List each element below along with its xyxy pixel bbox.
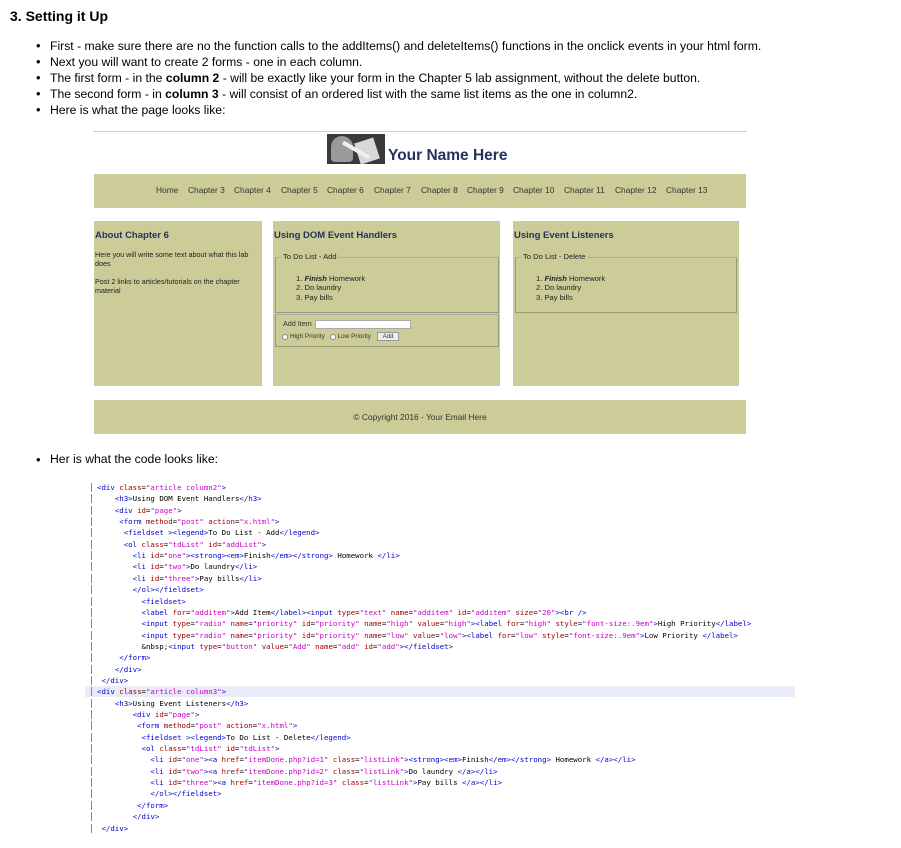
list-item: • The second form - in column 3 - will consist of an ordered list with the same list items as the one in column2. [36, 86, 886, 102]
code-line: </div> [114, 664, 142, 674]
code-line: <fieldset ><legend>To Do List - Add</legend> [123, 528, 320, 538]
code-gutter-mark [91, 824, 92, 833]
site-title: Your Name Here [388, 147, 508, 164]
code-gutter-mark [91, 801, 92, 810]
nav-item-chapter7[interactable]: Chapter 7 [374, 185, 411, 195]
code-gutter-mark [91, 789, 92, 798]
code-line: <li id="one"><a href="itemDone.php?id=1" class="listLink"><strong><em>Finish</em></strong> Homework </a></li> [150, 755, 636, 765]
todo-list [296, 274, 365, 302]
column-title: About Chapter 6 [95, 230, 169, 241]
code-gutter-mark [91, 540, 92, 549]
add-item-label: Add Item [283, 319, 312, 328]
column-dom-event-handlers [273, 221, 500, 386]
code-line: </form> [119, 653, 151, 663]
code-line: <fieldset ><legend>To Do List - Delete</legend> [141, 732, 351, 742]
code-gutter-mark [91, 710, 92, 719]
code-line: <div class="article column2"> [97, 483, 227, 492]
column-title: Using DOM Event Handlers [274, 230, 397, 241]
list-item[interactable]: 3. Pay bills [536, 292, 573, 302]
code-gutter-mark [91, 653, 92, 662]
code-gutter-mark [91, 642, 92, 651]
fieldset-legend: To Do List - Add [283, 252, 337, 261]
code-gutter-mark [91, 608, 92, 617]
todo-fieldset [515, 252, 737, 313]
code-line: <div class="article column3"> [97, 687, 227, 697]
code-line: <div id="page"> [114, 505, 182, 515]
add-item-input[interactable] [315, 320, 411, 329]
about-text: Here you will write some text about what this lab does [95, 250, 249, 268]
code-gutter-mark [91, 574, 92, 583]
divider [93, 131, 747, 132]
code-gutter-mark [91, 665, 92, 674]
nav-item-chapter3[interactable]: Chapter 3 [188, 185, 225, 195]
code-line: <form method="post" action="x.html"> [119, 517, 280, 527]
list-item: 1. Finish Homework [296, 274, 366, 283]
code-gutter-mark [91, 562, 92, 571]
code-line: </div> [101, 823, 129, 833]
todo-fieldset [275, 252, 499, 313]
nav-item-chapter6[interactable]: Chapter 6 [327, 185, 364, 195]
list-item: • Her is what the code looks like: [36, 452, 218, 466]
nav-item-chapter8[interactable]: Chapter 8 [421, 185, 458, 195]
code-line: <li id="two"><a href="itemDone.php?id=2" class="listLink">Do laundry </a></li> [150, 766, 498, 776]
high-priority-radio[interactable] [282, 334, 288, 340]
code-gutter-mark [91, 585, 92, 594]
code-line: <ol class="tdList" id="tdList"> [141, 744, 280, 754]
nav-item-home[interactable]: Home [156, 185, 179, 195]
column-event-listeners [513, 221, 739, 386]
code-screenshot [85, 478, 797, 834]
code-gutter-mark [91, 551, 92, 560]
code-gutter-mark [91, 631, 92, 640]
code-line: </form> [137, 800, 169, 810]
list-item: 3. Pay bills [296, 292, 333, 302]
code-line: <input type="radio" name="priority" id="priority" name="low" value="low"><label for="low" style="font-size:.9em">Low Priority </label> [141, 630, 738, 640]
links-text: Post 2 links to articles/tutorials on the chapter material [95, 277, 240, 295]
todo-list [536, 274, 605, 302]
code-line: <form method="post" action="x.html"> [137, 721, 298, 731]
list-item[interactable]: 1. Finish Homework [536, 274, 606, 283]
code-line: <li id="three"><a href="itemDone.php?id=3" class="listLink">Pay bills </a></li> [150, 778, 503, 788]
code-gutter-mark [91, 687, 92, 696]
code-gutter-mark [91, 767, 92, 776]
code-line: <input type="radio" name="priority" id="priority" name="high" value="high"><label for="high" style="font-size:.9em">High Priority</label> [141, 619, 752, 629]
page-footer [94, 400, 746, 434]
code-line: <h3>Using Event Listeners</h3> [114, 698, 249, 708]
instruction-list [36, 38, 886, 118]
fieldset-legend: To Do List - Delete [523, 252, 586, 261]
code-line: <li id="two">Do laundry</li> [132, 562, 258, 572]
nav-item-chapter11[interactable]: Chapter 11 [564, 185, 605, 195]
nav-item-chapter12[interactable]: Chapter 12 [615, 185, 657, 195]
nav-item-chapter4[interactable]: Chapter 4 [234, 185, 271, 195]
code-gutter-mark [91, 506, 92, 515]
code-line: <li id="one"><strong><em>Finish</em></strong> Homework </li> [132, 551, 400, 561]
site-logo [327, 134, 385, 164]
code-gutter-mark [91, 528, 92, 537]
nav-item-chapter13[interactable]: Chapter 13 [666, 185, 708, 195]
add-button[interactable]: Add [377, 332, 400, 341]
code-line: </ol></fieldset> [150, 789, 222, 799]
code-line: <h3>Using DOM Event Handlers</h3> [114, 494, 262, 504]
code-gutter-mark [91, 721, 92, 730]
code-gutter-mark [91, 597, 92, 606]
list-item: • Next you will want to create 2 forms - one in each column. [36, 54, 886, 70]
code-line: </div> [101, 675, 129, 685]
nav-bar [94, 174, 746, 208]
code-line: </div> [132, 812, 160, 822]
list-item: 2. Do laundry [296, 283, 342, 293]
code-gutter-mark [91, 619, 92, 628]
code-line: <ol class="tdList" id="addList"> [123, 539, 267, 549]
code-gutter-mark [91, 733, 92, 742]
code-line: <label for="additem">Add Item</label><input type="text" name="additem" id="additem" size="20"><br /> [141, 607, 587, 617]
code-gutter-mark [91, 483, 92, 492]
code-line: <fieldset> [141, 596, 186, 606]
list-item: • Here is what the page looks like: [36, 102, 886, 118]
code-line: &nbsp;<input type="button" value="Add" name="add" id="add"></fieldset> [97, 641, 454, 651]
add-item-fieldset [275, 314, 499, 347]
column-title: Using Event Listeners [514, 230, 614, 241]
list-item: • First - make sure there are no the function calls to the addItems() and deleteItems() functions in the onclick events in your html form. [36, 38, 886, 54]
code-gutter-mark [91, 517, 92, 526]
code-line: </ol></fieldset> [132, 585, 204, 595]
list-item[interactable]: 2. Do laundry [536, 283, 582, 293]
code-line: <li id="three">Pay bills</li> [132, 573, 262, 583]
nav-item-chapter10[interactable]: Chapter 10 [513, 185, 555, 195]
section-heading: 3. Setting it Up [10, 8, 108, 24]
code-gutter-mark [91, 778, 92, 787]
nav-item-chapter9[interactable]: Chapter 9 [467, 185, 504, 195]
high-priority-label: High Priority [290, 333, 325, 341]
column-about [94, 221, 262, 386]
page-preview-screenshot [93, 131, 747, 436]
low-priority-label: Low Priority [337, 333, 371, 341]
code-gutter-mark [91, 744, 92, 753]
low-priority-radio[interactable] [330, 334, 336, 340]
code-line: <div id="page"> [132, 710, 200, 719]
code-gutter-mark [91, 676, 92, 685]
code-gutter-mark [91, 812, 92, 821]
code-gutter-mark [91, 755, 92, 764]
footer-text: © Copyright 2016 - Your Email Here [353, 412, 487, 422]
nav-item-chapter5[interactable]: Chapter 5 [281, 185, 318, 195]
code-gutter-mark [91, 494, 92, 503]
code-gutter-mark [91, 699, 92, 708]
list-item: • The first form - in the column 2 - will be exactly like your form in the Chapter 5 lab assignment, without the delete button. [36, 70, 886, 86]
